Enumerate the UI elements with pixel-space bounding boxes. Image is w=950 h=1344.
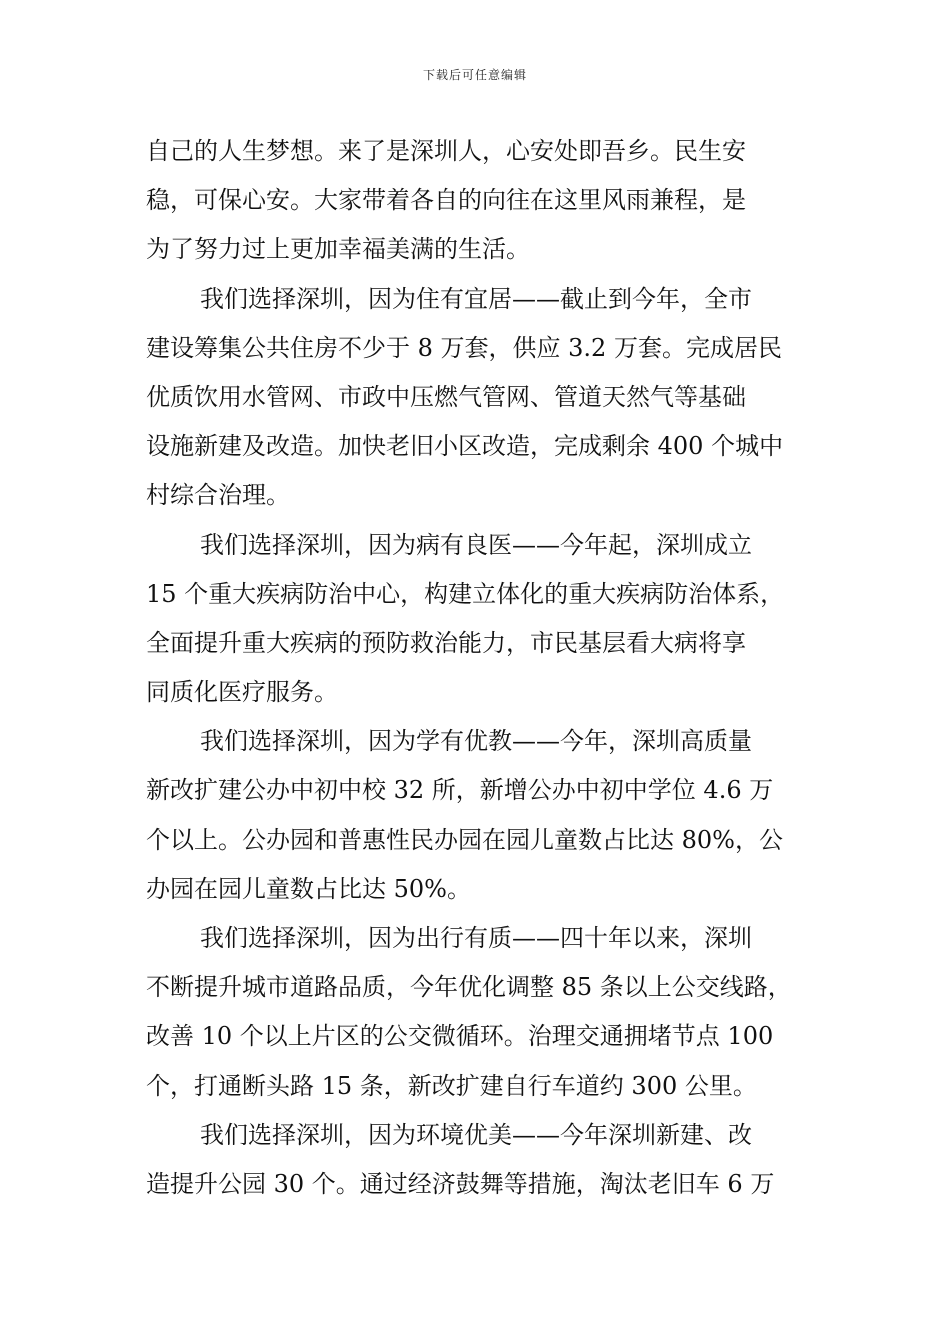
header-note: 下载后可任意编辑 xyxy=(422,68,527,82)
text-line: 设施新建及改造。加快老旧小区改造，完成剩余 400 个城中 xyxy=(146,432,784,461)
text-line: 15 个重大疾病防治中心，构建立体化的重大疾病防治体系， xyxy=(146,579,785,608)
text-line: 稳，可保心安。大家带着各自的向往在这里风雨兼程，是 xyxy=(146,186,746,215)
text-line: 同质化医疗服务。 xyxy=(146,678,338,707)
text-line: 改善 10 个以上片区的公交微循环。治理交通拥堵节点 100 xyxy=(146,1022,774,1051)
paragraph-first-line: 我们选择深圳，因为环境优美——今年深圳新建、改 xyxy=(200,1120,752,1149)
paragraph-first-line: 我们选择深圳，因为住有宜居——截止到今年，全市 xyxy=(200,284,752,313)
text-line: 建设筹集公共住房不少于 8 万套，供应 3.2 万套。完成居民 xyxy=(146,333,782,362)
text-line: 优质饮用水管网、市政中压燃气管网、管道天然气等基础 xyxy=(146,382,746,411)
text-line: 为了努力过上更加幸福美满的生活。 xyxy=(146,235,530,264)
text-line: 不断提升城市道路品质，今年优化调整 85 条以上公交线路， xyxy=(146,973,792,1002)
paragraph-first-line: 我们选择深圳，因为出行有质——四十年以来，深圳 xyxy=(200,924,752,952)
text-line: 自己的人生梦想。来了是深圳人，心安处即吾乡。民生安 xyxy=(146,137,746,165)
text-line: 新改扩建公办中初中校 32 所，新增公办中初中学位 4.6 万 xyxy=(146,776,774,805)
body-text xyxy=(146,127,810,1209)
text-line: 全面提升重大疾病的预防救治能力，市民基层看大病将享 xyxy=(146,628,746,657)
text-line: 办园在园儿童数占比达 50%。 xyxy=(146,874,471,903)
text-line: 个以上。公办园和普惠性民办园在园儿童数占比达 80%，公 xyxy=(146,825,783,854)
text-line: 村综合治理。 xyxy=(146,481,290,510)
paragraph-first-line: 我们选择深圳，因为病有良医——今年起，深圳成立 xyxy=(200,530,752,559)
paragraph-first-line: 我们选择深圳，因为学有优教——今年，深圳高质量 xyxy=(200,727,752,756)
text-line: 造提升公园 30 个。通过经济鼓舞等措施，淘汰老旧车 6 万 xyxy=(146,1169,775,1198)
text-line: 个，打通断头路 15 条，新改扩建自行车道约 300 公里。 xyxy=(146,1071,757,1100)
